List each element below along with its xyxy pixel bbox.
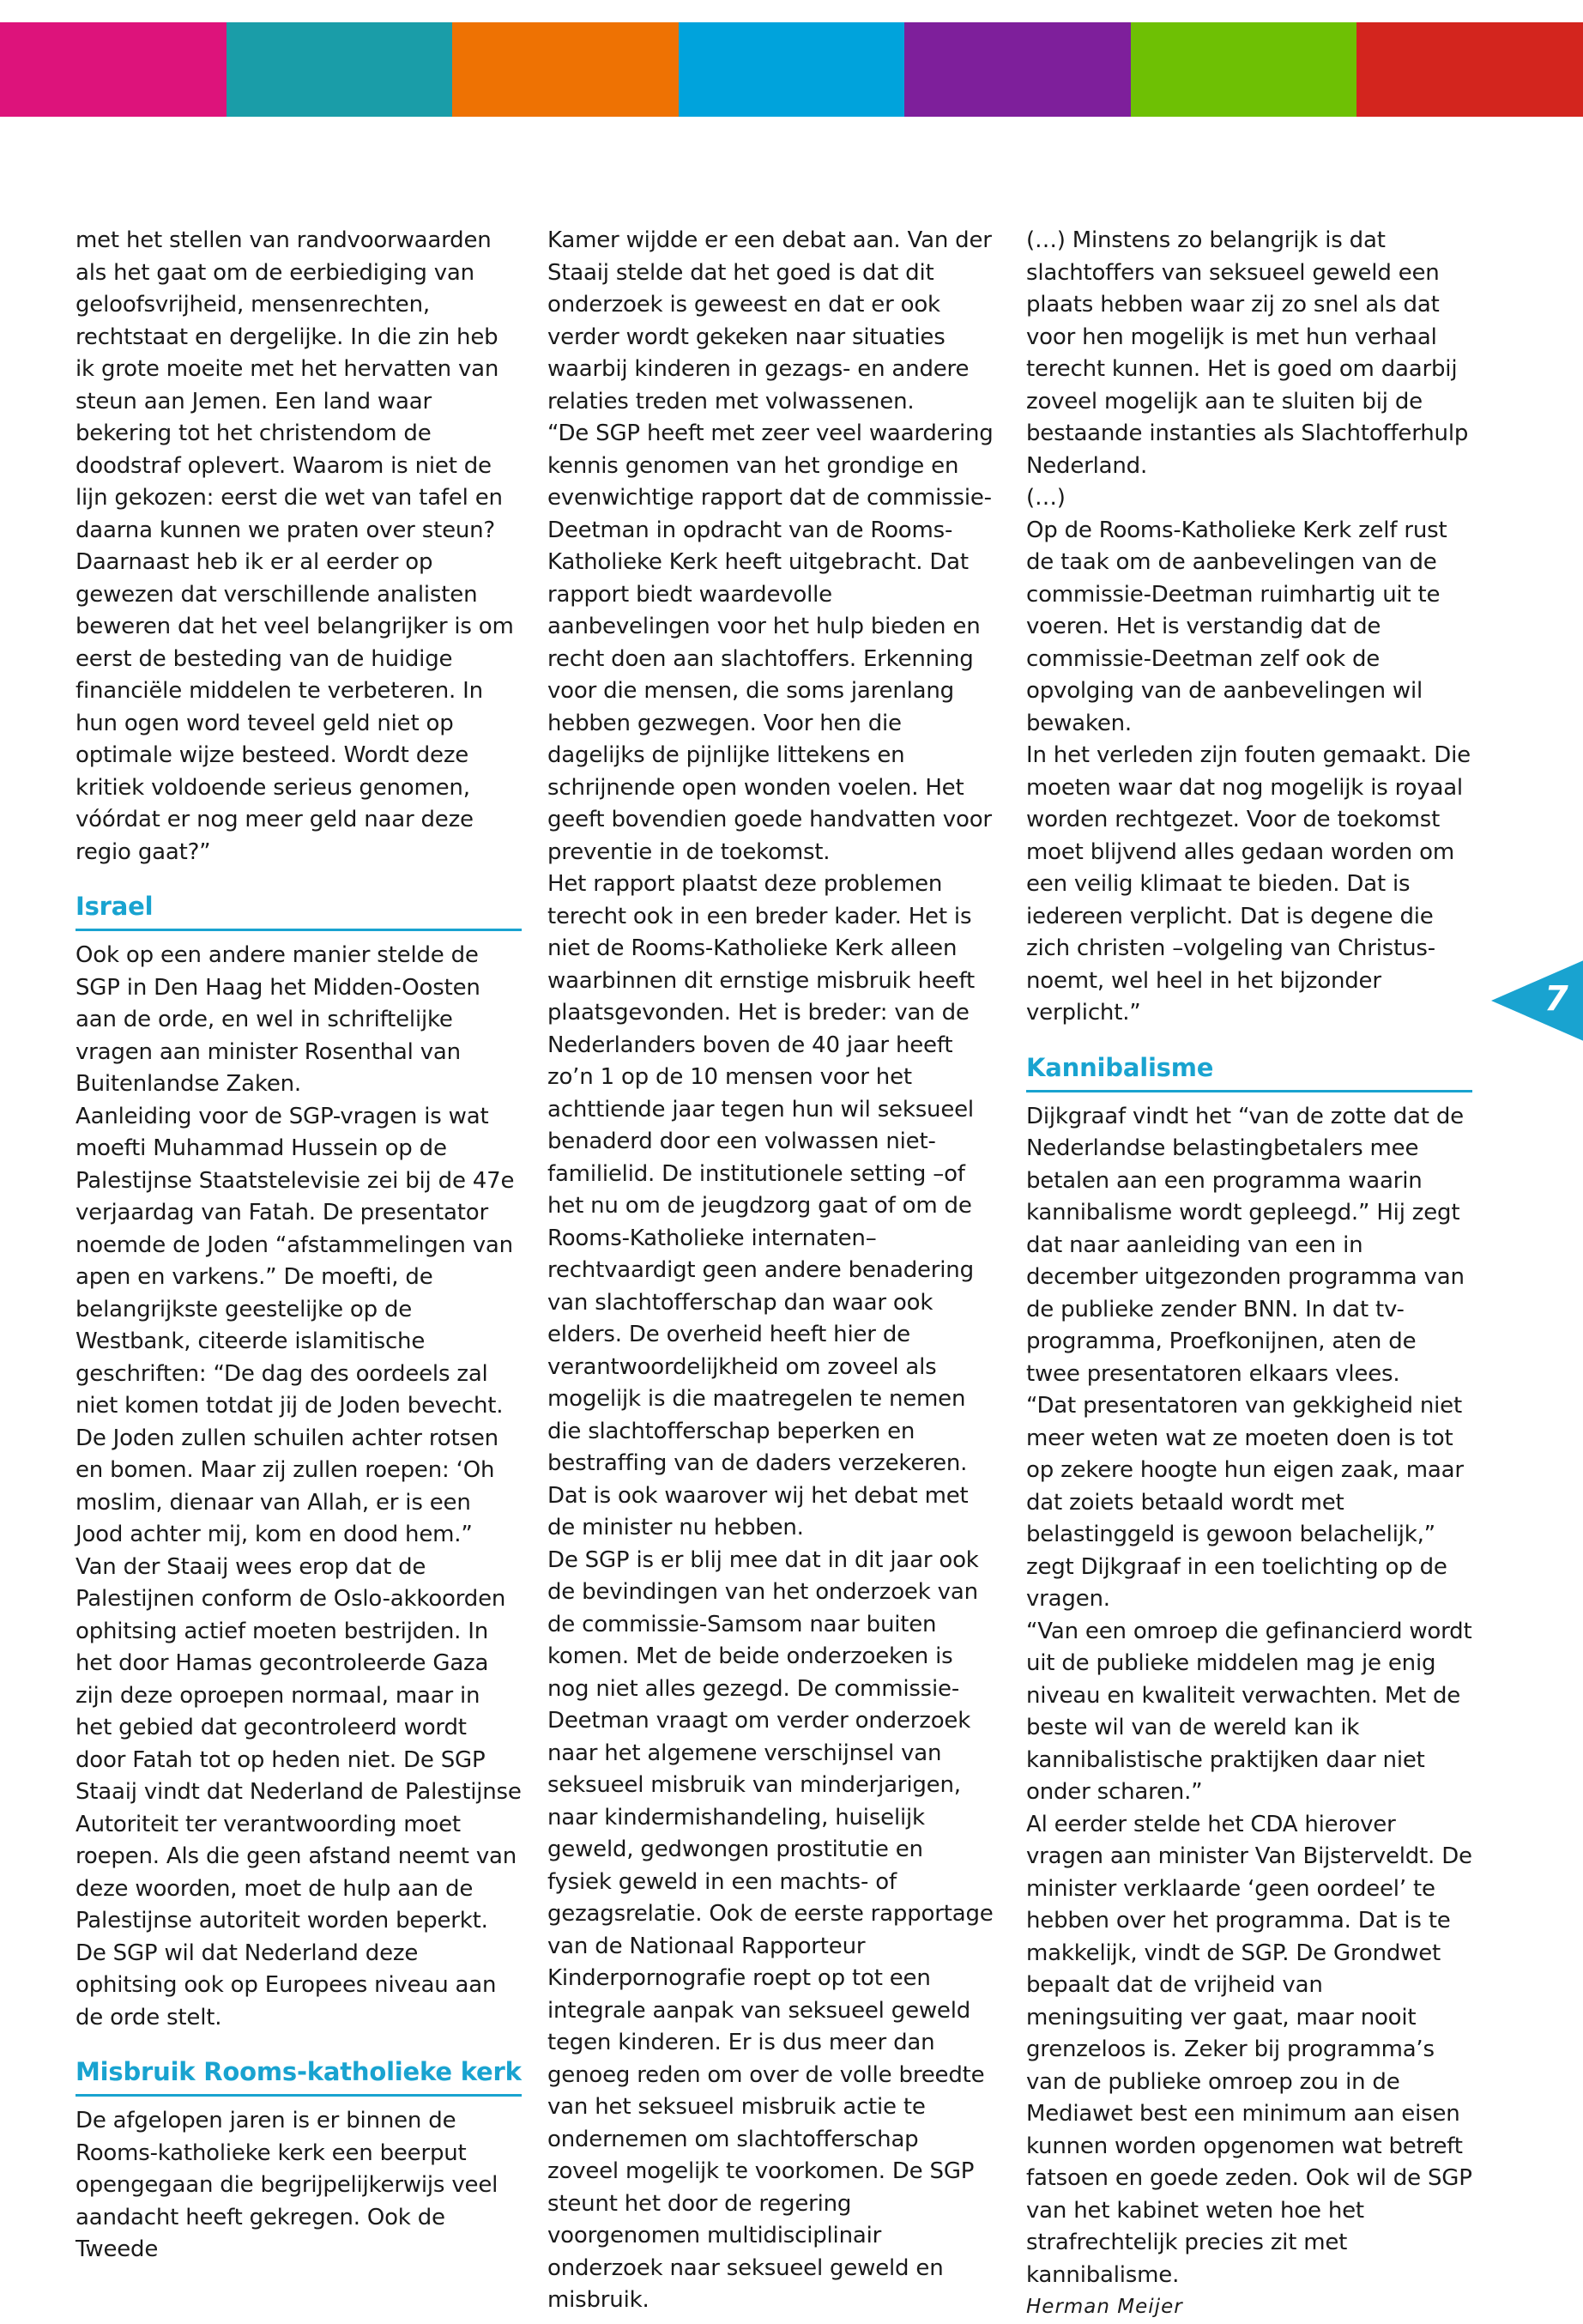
stripe-purple — [904, 22, 1131, 117]
paragraph: Kamer wijdde er een debat aan. Van der Staaij stelde dat het goed is dat dit onderzoek is geweest en dat er ook verder wordt gekeken naar situaties waarbij kinderen in gezags- en andere relaties treden met volwassenen. — [547, 227, 992, 415]
paragraph: (…) Minstens zo belangrijk is dat slachtoffers van seksueel geweld een plaats hebben waar zij zo snel als dat voor hen mogelijk is met hun verhaal terecht kunnen. Het is goed om daarbij zoveel mogelijk aan te sluiten bij de bestaande instanties als Slachtofferhulp Nederland. — [1026, 227, 1469, 479]
author-byline: Herman Meijer — [1026, 2296, 1183, 2318]
paragraph: Op de Rooms-Katholieke Kerk zelf rust de taak om de aanbevelingen van de commissie-Deetman ruimhartig uit te voeren. Het is verstandig dat de commissie-Deetman zelf ook de opvolging van de aanbevelingen wil bewaken. — [1026, 517, 1447, 736]
stripe-red — [1356, 22, 1583, 117]
page-number-tab — [1491, 959, 1583, 1042]
page-number: 7 — [1544, 979, 1568, 1019]
stripe-magenta — [0, 22, 227, 117]
stripe-green — [1131, 22, 1357, 117]
paragraph: “De SGP heeft met zeer veel waardering kennis genomen van het grondige en evenwichtige rapport dat de commissie-Deetman in opdracht van de Rooms-Katholieke Kerk heeft uitgebracht. Dat rapport biedt waardevolle aanbevelingen voor het hulp bieden en recht doen aan slachtoffers. Erkenning voor die mensen, die soms jarenlang hebben gezwegen. Voor hen die dagelijks de pijnlijke littekens en schrijnende open wonden voelen. Het geeft bovendien goede handvatten voor preventie in de toekomst. — [547, 421, 994, 865]
paragraph: Ook op een andere manier stelde de SGP in Den Haag het Midden-Oosten aan de orde, en wel in schriftelijke vragen aan minister Rosenthal van Buitenlandse Zaken. — [76, 942, 480, 1097]
column-right — [1026, 225, 1472, 2324]
section-heading-israel: Israel — [76, 891, 522, 931]
column-left — [76, 225, 522, 2267]
paragraph: (…) — [1026, 485, 1066, 511]
paragraph: “Van een omroep die gefinancierd wordt uit de publieke middelen mag je enig niveau en kwaliteit verwachten. Met de beste wil van de wereld kan ik kannibalistische praktijken daar niet onder scharen.” — [1026, 1618, 1472, 1805]
paragraph: Al eerder stelde het CDA hierover vragen aan minister Van Bijsterveldt. De minister verklaarde ‘geen oordeel’ te hebben over het programma. Dat is te makkelijk, vindt de SGP. De Grondwet bepaalt dat de vrijheid van meningsuiting ver gaat, maar nooit grenzeloos is. Zeker bij programma’s van de publieke omroep zou in de Mediawet best een minimum aan eisen kunnen worden opgenomen wat betreft fatsoen en goede zeden. Ook wil de SGP van het kabinet weten hoe het strafrechtelijk precies zit met kannibalisme. — [1026, 1811, 1472, 2288]
paragraph: met het stellen van randvoorwaarden als het gaat om de eerbiediging van geloofsvrijheid, mensenrechten, rechtstaat en dergelijke. In die zin heb ik grote moeite met het hervatten van steun aan Jemen. Een land waar bekering tot het christendom de doodstraf oplevert. Waarom is niet de lijn gekozen: eerst die wet van tafel en daarna kunnen we praten over steun? — [76, 227, 503, 543]
paragraph: Daarnaast heb ik er al eerder op gewezen dat verschillende analisten beweren dat het veel belangrijker is om eerst de besteding van de huidige financiële middelen te verbeteren. In hun ogen word teveel geld niet op optimale wijze besteed. Wordt deze kritiek voldoende serieus genomen, vóórdat er nog meer geld naar deze regio gaat?” — [76, 549, 514, 865]
paragraph: In het verleden zijn fouten gemaakt. Die moeten waar dat nog mogelijk is royaal worden rechtgezet. Voor de toekomst moet blijvend alles gedaan worden om een veilig klimaat te bieden. Dat is iedereen verplicht. Dat is degene die zich christen –volgeling van Christus- noemt, wel heel in het bijzonder verplicht.” — [1026, 742, 1471, 1026]
paragraph: Aanleiding voor de SGP-vragen is wat moefti Muhammad Hussein op de Palestijnse Staatstelevisie zei bij de 47e verjaardag van Fatah. De presentator noemde de Joden “afstammelingen van apen en varkens.” De moefti, de belangrijkste geestelijke op de Westbank, citeerde islamitische geschriften: “De dag des oordeels zal niet komen totdat jij de Joden bevecht. De Joden zullen schuilen achter rotsen en bomen. Maar zij zullen roepen: ‘Oh moslim, dienaar van Allah, er is een Jood achter mij, kom en dood hem.” — [76, 1103, 515, 1547]
stripe-orange — [452, 22, 679, 117]
stripe-teal — [227, 22, 453, 117]
stripe-cyan — [679, 22, 905, 117]
paragraph: De SGP is er blij mee dat in dit jaar ook de bevindingen van het onderzoek van de commissie-Samsom naar buiten komen. Met de beide onderzoeken is nog niet alles gezegd. De commissie-Deetman vraagt om verder onderzoek naar het algemene verschijnsel van seksueel misbruik van minderjarigen, naar kindermishandeling, huiselijk geweld, gedwongen prostitutie en fysiek geweld in een machts- of gezagsrelatie. Ook de eerste rapportage van de Nationaal Rapporteur Kinderpornografie roept op tot een integrale aanpak van seksueel geweld tegen kinderen. Er is dus meer dan genoeg reden om over de volle breedte van het seksueel misbruik actie te ondernemen om slachtofferschap zoveel mogelijk te voorkomen. De SGP steunt het door de regering voorgenomen multidisciplinair onderzoek naar seksueel geweld en misbruik. — [547, 1546, 994, 2313]
section-heading-misbruik: Misbruik Rooms-katholieke kerk — [76, 2056, 522, 2097]
paragraph: Het rapport plaatst deze problemen terecht ook in een breder kader. Het is niet de Rooms-Katholieke Kerk alleen waarbinnen dit ernstige misbruik heeft plaatsgevonden. Het is breder: van de Nederlanders boven de 40 jaar heeft zo’n 1 op de 10 mensen voor het achttiende jaar tegen hun wil seksueel benaderd door een volwassen niet-familielid. De institutionele setting –of het nu om de jeugdzorg gaat of om de Rooms-Katholieke internaten– rechtvaardigt geen andere benadering van slachtofferschap dan waar ook elders. De overheid heeft hier de verantwoordelijkheid om zoveel als mogelijk is die maatregelen te nemen die slachtofferschap beperken en bestraffing van de daders verzekeren. Dat is ook waarover wij het debat met de minister nu hebben. — [547, 871, 975, 1540]
paragraph: De afgelopen jaren is er binnen de Rooms-katholieke kerk een beerput opengegaan die begrijpelijkerwijs veel aandacht heeft gekregen. Ook de Tweede — [76, 2108, 498, 2262]
color-stripe-banner — [0, 22, 1583, 117]
section-heading-kannibalisme: Kannibalisme — [1026, 1052, 1472, 1092]
paragraph: “Dat presentatoren van gekkigheid niet meer weten wat ze moeten doen is tot op zekere hoogte hun eigen zaak, maar dat zoiets betaald wordt met belastinggeld is gewoon belachelijk,” zegt Dijkgraaf in een toelichting op de vragen. — [1026, 1393, 1464, 1612]
paragraph: Van der Staaij wees erop dat de Palestijnen conform de Oslo-akkoorden ophitsing actief moeten bestrijden. In het door Hamas gecontroleerde Gaza zijn deze oproepen normaal, maar in het gebied dat gecontroleerd wordt door Fatah tot op heden niet. De SGP Staaij vindt dat Nederland de Palestijnse Autoriteit ter verantwoording moet roepen. Als die geen afstand neemt van deze woorden, moet de hulp aan de Palestijnse autoriteit worden beperkt. De SGP wil dat Nederland deze ophitsing ook op Europees niveau aan de orde stelt. — [76, 1553, 522, 2030]
paragraph: Dijkgraaf vindt het “van de zotte dat de Nederlandse belastingbetalers mee betalen aan een programma waarin kannibalisme wordt gepleegd.” Hij zegt dat naar aanleiding van een in december uitgezonden programma van de publieke zender BNN. In dat tv-programma, Proefkonijnen, aten de twee presentatoren elkaars vlees. — [1026, 1103, 1465, 1387]
column-middle — [547, 225, 994, 2317]
